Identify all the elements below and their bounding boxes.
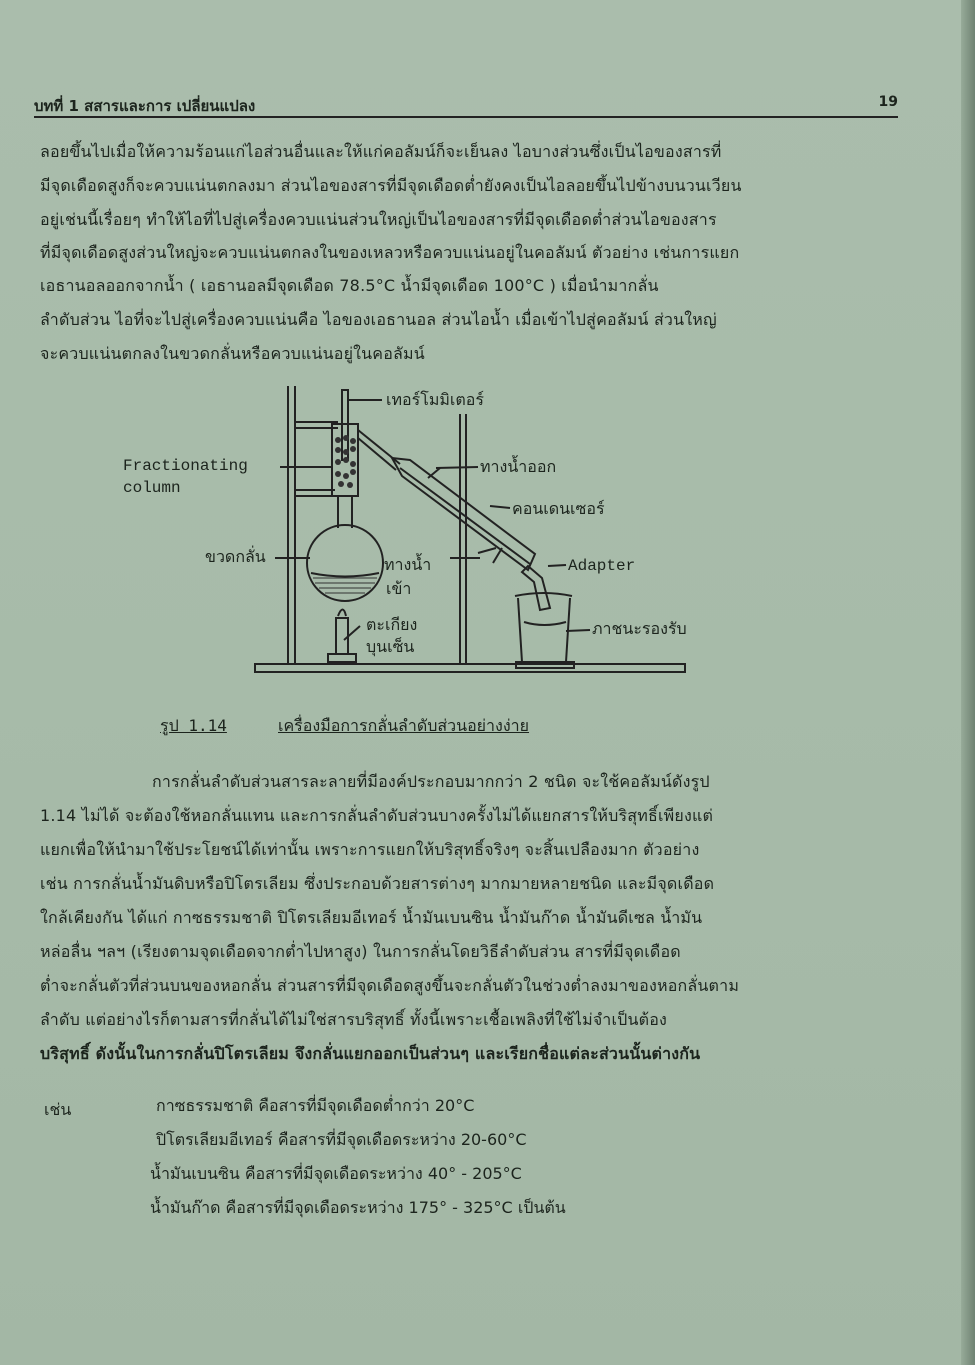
label-burner: ตะเกียง [366, 615, 418, 634]
paragraph-2-line: บริสุทธิ์ ดังนั้นในการกลั่นปิโตรเลียม จึงกลั่นแยกออกเป็นส่วนๆ และเรียกชื่อแต่ละส่วนนั้นต่างกัน [40, 1044, 701, 1063]
page-header [34, 92, 898, 118]
flame-shape [338, 610, 346, 617]
burner-shape [336, 618, 348, 654]
paragraph-2-line: 1.14 ไม่ได้ จะต้องใช้หอกลั่นแทน และการกลั่นลำดับส่วนบางครั้งไม่ได้แยกสารให้บริสุทธิ์เพียงแต่ [40, 806, 714, 825]
paragraph-2-line: หล่อลื่น ฯลฯ (เรียงตามจุดเดือดจากต่ำไปหาสูง) ในการกลั่นโดยวิธีลำดับส่วน สารที่มีจุดเดือด [40, 942, 681, 961]
paragraph-2-line: เช่น การกลั่นน้ำมันดิบหรือปิโตรเลียม ซึ่งประกอบด้วยสารต่างๆ มากมายหลายชนิด และมีจุดเดือด [40, 874, 715, 893]
paragraph-2-line: แยกเพื่อให้นำมาใช้ประโยชน์ได้เท่านั้น เพราะการแยกให้บริสุทธิ์จริงๆ จะสิ้นเปลืองมาก ตัวอย่าง [40, 840, 700, 859]
figure-title: เครื่องมือการกลั่นลำดับส่วนอย่างง่าย [278, 716, 530, 735]
paragraph-2-line: ลำดับ แต่อย่างไรก็ตามสารที่กลั่นได้ไม่ใช่สารบริสุทธิ์ ทั้งนี้เพราะเชื้อเพลิงที่ใช้ไม่จำเป็นต้อง [40, 1010, 668, 1029]
paragraph-1-line: มีจุดเดือดสูงก็จะควบแน่นตกลงมา ส่วนไอของสารที่มีจุดเดือดต่ำยังคงเป็นไอลอยขึ้นไปข้างบนวนเวียน [40, 176, 742, 195]
distillation-apparatus-diagram [110, 378, 730, 698]
receiver-beaker-shape [518, 598, 570, 662]
paragraph-1-line: เอธานอลออกจากน้ำ ( เอธานอลมีจุดเดือด 78.5°C น้ำมีจุดเดือด 100°C ) เมื่อนำมากลั่น [40, 276, 659, 295]
page-number: 19 [878, 94, 898, 110]
paragraph-2-line: ต่ำจะกลั่นตัวที่ส่วนบนของหอกลั่น ส่วนสารที่มีจุดเดือดสูงขึ้นจะกลั่นตัวในช่วงต่ำลงมาของหอกลั่นตาม [40, 976, 740, 995]
figure-number: รูป 1.14 [160, 716, 227, 735]
base-plate [255, 664, 685, 672]
label-water-out: ทางน้ำออก [480, 457, 557, 476]
paragraph-1-line: จะควบแน่นตกลงในขวดกลั่นหรือควบแน่นอยู่ในคอลัมน์ [40, 344, 425, 363]
list-item: น้ำมันเบนซิน คือสารที่มีจุดเดือดระหว่าง 40° - 205°C [150, 1164, 522, 1183]
paragraph-1-line: อยู่เช่นนี้เรื่อยๆ ทำให้ไอที่ไปสู่เครื่องควบแน่นส่วนใหญ่เป็นไอของสารที่มีจุดเดือดต่ำส่วนไอของสาร [40, 210, 717, 229]
list-lead: เช่น [44, 1100, 72, 1119]
label-flask: ขวดกลั่น [205, 547, 266, 566]
label-burner-2: บุนเซ็น [366, 637, 415, 656]
paragraph-1-line: ลำดับส่วน ไอที่จะไปสู่เครื่องควบแน่นคือ ไอของเอธานอล ส่วนไอน้ำ เมื่อเข้าไปสู่คอลัมน์ ส่วนใหญ่ [40, 310, 717, 329]
flask-shape [307, 525, 383, 601]
paragraph-2-line: การกลั่นลำดับส่วนสารละลายที่มีองค์ประกอบมากกว่า 2 ชนิด จะใช้คอลัมน์ดังรูป [152, 772, 710, 791]
adapter-shape [522, 566, 550, 610]
label-condenser: คอนเดนเซอร์ [512, 499, 605, 518]
label-column: column [123, 479, 181, 497]
figure-caption [160, 712, 600, 740]
label-receiver: ภาชนะรองรับ [592, 619, 687, 638]
list-item: น้ำมันก๊าด คือสารที่มีจุดเดือดระหว่าง 175° - 325°C เป็นต้น [150, 1198, 566, 1217]
paragraph-1-line: ที่มีจุดเดือดสูงส่วนใหญ่จะควบแน่นตกลงในของเหลวหรือควบแน่นอยู่ในคอลัมน์ ตัวอย่าง เช่นการแยก [40, 243, 740, 262]
label-water-in: ทางน้ำ [384, 555, 432, 574]
paragraph-2-line: ใกล้เคียงกัน ได้แก่ กาซธรรมชาติ ปิโตรเลียมอีเทอร์ น้ำมันเบนซิน น้ำมันก๊าด น้ำมันดีเซล น้ำมัน [40, 908, 703, 927]
label-fractionating: Fractionating [123, 457, 248, 475]
list-item: กาซธรรมชาติ คือสารที่มีจุดเดือดต่ำกว่า 20°C [156, 1096, 475, 1115]
label-water-in-2: เข้า [386, 579, 412, 598]
chapter-title: บทที่ 1 สสารและการ เปลี่ยนแปลง [34, 97, 256, 115]
paragraph-1-line: ลอยขึ้นไปเมื่อให้ความร้อนแก่ไอส่วนอื่นและให้แก่คอลัมน์ก็จะเย็นลง ไอบางส่วนซึ่งเป็นไอของสารที่ [40, 142, 722, 161]
page-edge [961, 0, 975, 1365]
list-item: ปิโตรเลียมอีเทอร์ คือสารที่มีจุดเดือดระหว่าง 20-60°C [156, 1130, 527, 1149]
label-thermometer: เทอร์โมมิเตอร์ [386, 390, 484, 409]
label-adapter: Adapter [568, 557, 636, 575]
